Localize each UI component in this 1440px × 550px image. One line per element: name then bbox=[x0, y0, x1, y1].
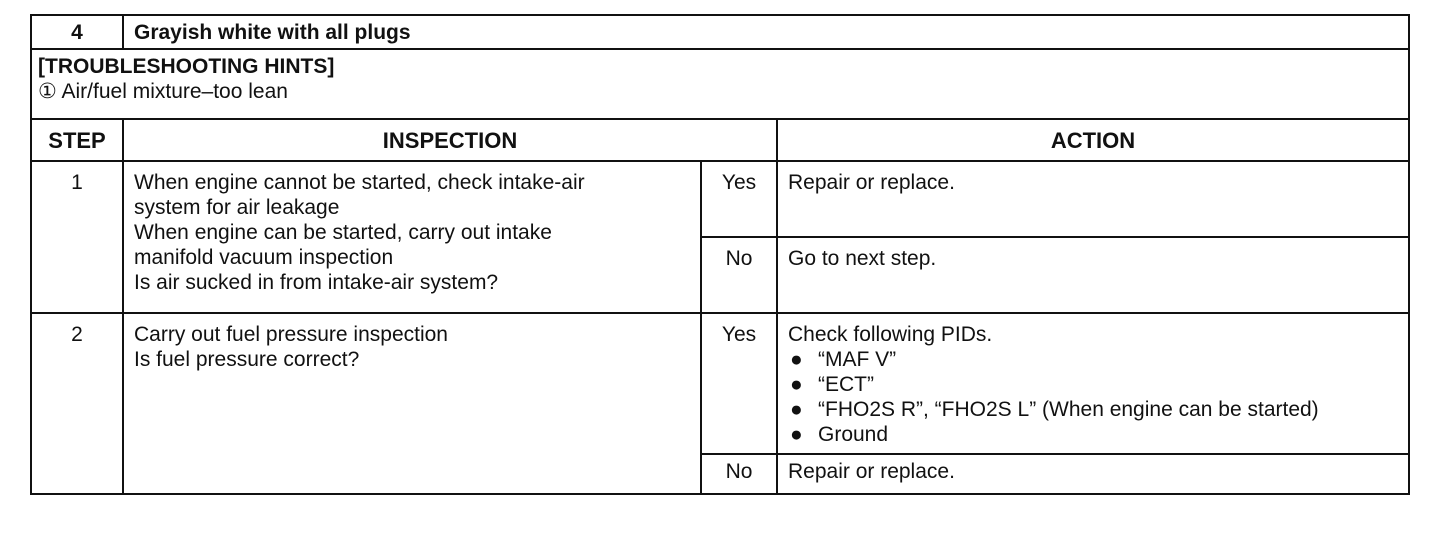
hint-item: ① Air/fuel mixture–too lean bbox=[38, 80, 288, 103]
column-header-row bbox=[31, 119, 1409, 161]
header-row bbox=[31, 15, 1409, 49]
inspection-line: Carry out fuel pressure inspection bbox=[134, 323, 448, 346]
hints-heading: [TROUBLESHOOTING HINTS] bbox=[38, 55, 335, 78]
yes-action: Check following PIDs. bbox=[788, 323, 993, 346]
bullet-icon: ● bbox=[790, 373, 803, 396]
no-action: Repair or replace. bbox=[777, 454, 1409, 494]
bullet-icon: ● bbox=[790, 348, 803, 371]
step-number: 2 bbox=[31, 313, 123, 494]
list-item bbox=[788, 347, 1398, 372]
inspection-line: manifold vacuum inspection bbox=[134, 246, 394, 269]
inspection-line: system for air leakage bbox=[134, 196, 340, 219]
yes-action-cell bbox=[777, 313, 1409, 454]
no-label: No bbox=[701, 454, 777, 494]
pid-item: Ground bbox=[818, 423, 889, 446]
pid-item: “FHO2S R”, “FHO2S L” (When engine can be started) bbox=[818, 398, 1319, 421]
symptom-title: Grayish white with all plugs bbox=[123, 15, 1409, 49]
bullet-icon: ● bbox=[790, 423, 803, 446]
list-item bbox=[788, 422, 1398, 447]
column-header-action: ACTION bbox=[777, 119, 1409, 161]
column-header-step: STEP bbox=[31, 119, 123, 161]
no-label: No bbox=[701, 237, 777, 313]
pid-item: “ECT” bbox=[818, 373, 874, 396]
pid-item: “MAF V” bbox=[818, 348, 897, 371]
troubleshooting-hints bbox=[31, 49, 1409, 119]
step-inspection bbox=[123, 313, 701, 494]
inspection-line: Is air sucked in from intake-air system? bbox=[134, 271, 499, 294]
step-inspection bbox=[123, 161, 701, 313]
troubleshooting-table bbox=[30, 14, 1410, 495]
yes-label: Yes bbox=[701, 161, 777, 237]
list-item bbox=[788, 372, 1398, 397]
inspection-line: Is fuel pressure correct? bbox=[134, 348, 360, 371]
yes-label: Yes bbox=[701, 313, 777, 454]
yes-action: Repair or replace. bbox=[777, 161, 1409, 237]
inspection-line: When engine cannot be started, check intake-air bbox=[134, 171, 585, 194]
column-header-inspection: INSPECTION bbox=[123, 119, 777, 161]
step-2-yes-row bbox=[31, 313, 1409, 454]
list-item bbox=[788, 397, 1398, 422]
inspection-line: When engine can be started, carry out intake bbox=[134, 221, 552, 244]
symptom-number: 4 bbox=[31, 15, 123, 49]
hints-row bbox=[31, 49, 1409, 119]
step-number: 1 bbox=[31, 161, 123, 313]
pid-list bbox=[788, 347, 1398, 447]
bullet-icon: ● bbox=[790, 398, 803, 421]
no-action: Go to next step. bbox=[777, 237, 1409, 313]
step-1-yes-row bbox=[31, 161, 1409, 237]
